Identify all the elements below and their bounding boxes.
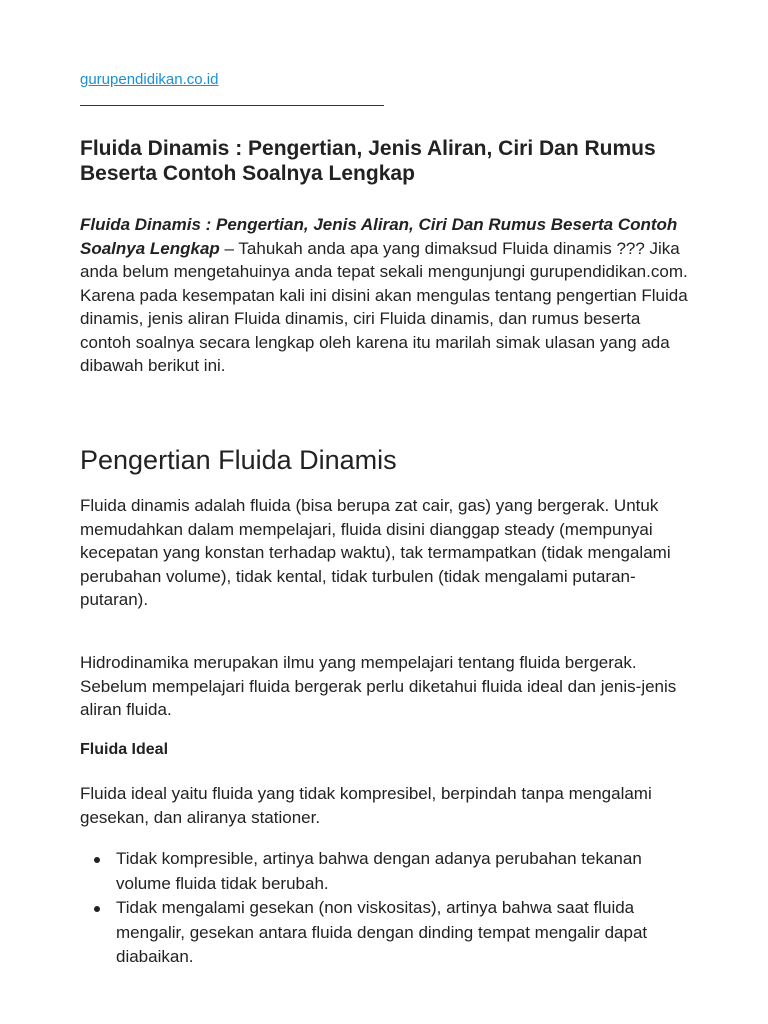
- article-title: Fluida Dinamis : Pengertian, Jenis Aliran, Ciri Dan Rumus Beserta Contoh Soalnya Lengkap: [80, 137, 656, 185]
- section-heading: Pengertian Fluida Dinamis: [80, 445, 397, 475]
- bullet-list: [80, 847, 692, 970]
- subsection-paragraph: Fluida ideal yaitu fluida yang tidak kompresibel, berpindah tanpa mengalami gesekan, dan aliranya stationer.: [80, 784, 652, 827]
- list-item: [80, 847, 692, 896]
- bullet-icon: [94, 857, 100, 863]
- list-item-text: Tidak kompresible, artinya bahwa dengan adanya perubahan tekanan volume fluida tidak berubah.: [116, 849, 642, 893]
- section-paragraph-2: Hidrodinamika merupakan ilmu yang mempelajari tentang fluida bergerak. Sebelum mempelajari fluida bergerak perlu diketahui fluida ideal dan jenis-jenis aliran fluida.: [80, 653, 677, 719]
- intro-lead: Fluida Dinamis : Pengertian, Jenis Aliran, Ciri Dan Rumus Beserta Contoh Soalnya Lengkap: [80, 215, 678, 258]
- list-item: [80, 896, 692, 970]
- list-item-text: Tidak mengalami gesekan (non viskositas), artinya bahwa saat fluida mengalir, gesekan antara fluida dengan dinding tempat mengalir dapat diabaikan.: [116, 898, 648, 966]
- source-link[interactable]: gurupendidikan.co.id: [80, 71, 219, 88]
- divider: [80, 105, 384, 106]
- bullet-icon: [94, 906, 100, 912]
- section-paragraph-1: Fluida dinamis adalah fluida (bisa berupa zat cair, gas) yang bergerak. Untuk memudahkan dalam mempelajari, fluida disini dianggap steady (mempunyai kecepatan yang konstan terhadap waktu), tak termampatkan (tidak mengalami perubahan volume), tidak kental, tidak turbulen (tidak mengalami putaran-putaran).: [80, 496, 671, 609]
- intro-paragraph: [80, 213, 692, 378]
- intro-text: – Tahukah anda apa yang dimaksud Fluida dinamis ??? Jika anda belum mengetahuinya anda tepat sekali mengunjungi gurupendidikan.com. Karena pada kesempatan kali ini disini akan mengulas tentang pengertian Fluida dinamis, jenis aliran Fluida dinamis, ciri Fluida dinamis, dan rumus beserta contoh soalnya secara lengkap oleh karena itu marilah simak ulasan yang ada dibawah berikut ini.: [80, 238, 688, 375]
- subsection-heading: Fluida Ideal: [80, 741, 169, 758]
